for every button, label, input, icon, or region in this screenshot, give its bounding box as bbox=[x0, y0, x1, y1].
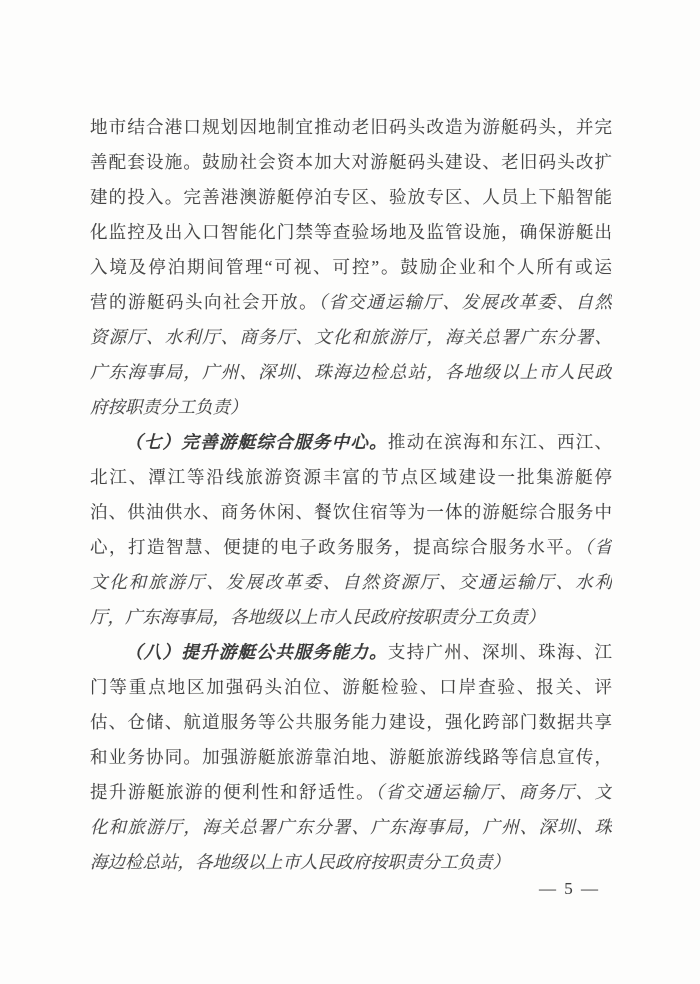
body-text: 心，打造智慧、便捷的电子政务服务，提高综合服务水平。 bbox=[90, 537, 585, 557]
text-line bbox=[90, 110, 612, 145]
body-text: 门等重点地区加强码头泊位、游艇检验、口岸查验、报关、评 bbox=[90, 677, 612, 697]
text-line bbox=[90, 285, 612, 320]
responsibility-text: （省 bbox=[584, 537, 612, 557]
text-line bbox=[90, 320, 612, 355]
body-text: 估、仓储、航道服务等公共服务能力建设，强化跨部门数据共享 bbox=[90, 712, 612, 732]
text-line bbox=[90, 425, 612, 460]
body-text: 北江、潭江等沿线旅游资源丰富的节点区域建设一批集游艇停 bbox=[90, 467, 612, 487]
text-line bbox=[90, 215, 612, 250]
text-line bbox=[90, 845, 612, 880]
body-text: 建的投入。完善港澳游艇停泊专区、验放专区、人员上下船智能 bbox=[90, 187, 612, 207]
body-text: 营的游艇码头向社会开放。 bbox=[90, 292, 319, 312]
text-line bbox=[90, 600, 612, 635]
text-line bbox=[90, 705, 612, 740]
text-line bbox=[90, 390, 612, 425]
text-line bbox=[90, 530, 612, 565]
text-line bbox=[90, 250, 612, 285]
text-line bbox=[90, 355, 612, 390]
body-text: 和业务协同。加强游艇旅游靠泊地、游艇旅游线路等信息宣传， bbox=[90, 747, 612, 767]
section-heading: （七）完善游艇综合服务中心。 bbox=[125, 432, 388, 452]
text-line bbox=[90, 145, 612, 180]
text-line bbox=[90, 775, 612, 810]
responsibility-text: 厅，广东海事局，各地级以上市人民政府按职责分工负责） bbox=[90, 607, 545, 627]
body-text: 入境及停泊期间管理“可视、可控”。鼓励企业和个人所有或运 bbox=[90, 257, 612, 277]
body-text: 化监控及出入口智能化门禁等查验场地及监管设施，确保游艇出 bbox=[90, 222, 612, 242]
responsibility-text: 广东海事局，广州、深圳、珠海边检总站，各地级以上市人民政 bbox=[90, 362, 612, 382]
body-text: 支持广州、深圳、珠海、江 bbox=[387, 642, 612, 662]
document-body bbox=[90, 110, 612, 880]
text-line bbox=[90, 740, 612, 775]
text-line bbox=[90, 565, 612, 600]
text-line bbox=[90, 180, 612, 215]
text-line bbox=[90, 635, 612, 670]
text-line bbox=[90, 495, 612, 530]
responsibility-text: 府按职责分工负责） bbox=[90, 397, 248, 417]
section-heading: （八）提升游艇公共服务能力。 bbox=[125, 642, 388, 662]
responsibility-text: 文化和旅游厅、发展改革委、自然资源厅、交通运输厅、水利 bbox=[90, 572, 612, 592]
text-line bbox=[90, 670, 612, 705]
body-text: 地市结合港口规划因地制宜推动老旧码头改造为游艇码头，并完 bbox=[90, 117, 612, 137]
body-text: 善配套设施。鼓励社会资本加大对游艇码头建设、老旧码头改扩 bbox=[90, 152, 612, 172]
body-text: 泊、供油供水、商务休闲、餐饮住宿等为一体的游艇综合服务中 bbox=[90, 502, 612, 522]
responsibility-text: 海边检总站，各地级以上市人民政府按职责分工负责） bbox=[90, 852, 510, 872]
responsibility-text: 资源厅、水利厅、商务厅、文化和旅游厅，海关总署广东分署、 bbox=[90, 327, 612, 347]
responsibility-text: 化和旅游厅，海关总署广东分署、广东海事局，广州、深圳、珠 bbox=[90, 817, 612, 837]
responsibility-text: （省交通运输厅、发展改革委、自然 bbox=[318, 292, 612, 312]
body-text: 推动在滨海和东江、西江、 bbox=[387, 432, 612, 452]
responsibility-text: （省交通运输厅、商务厅、文 bbox=[375, 782, 612, 802]
text-line bbox=[90, 810, 612, 845]
text-line bbox=[90, 460, 612, 495]
page-number: — 5 — bbox=[539, 879, 600, 898]
body-text: 提升游艇旅游的便利性和舒适性。 bbox=[90, 782, 376, 802]
